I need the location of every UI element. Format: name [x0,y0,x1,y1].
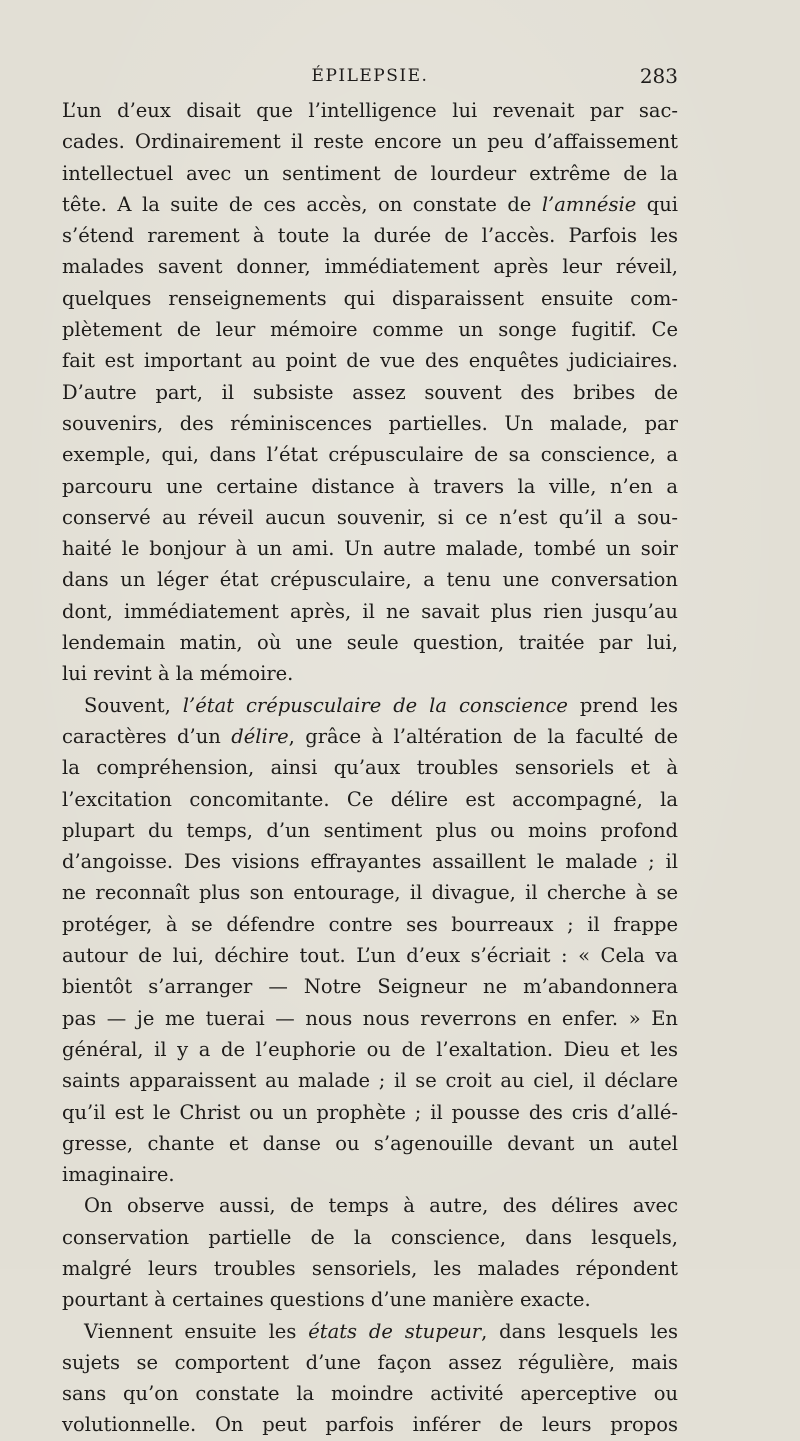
text-run: tête. A la suite de ces accès, on constate de [62,192,542,216]
text-line [62,1003,678,1034]
text-line [62,408,678,439]
text-line [62,877,678,908]
text-run: plupart du temps, d’un sentiment plus ou moins profond [62,818,678,842]
text-line [62,1190,678,1221]
text-line [62,784,678,815]
text-line [62,126,678,157]
text-run: Souvent, [84,693,183,717]
text-run: autour de lui, déchire tout. L’un d’eux s’écriait : « Cela va [62,944,678,968]
text-run: imaginaire. [62,1163,175,1187]
text-line [62,940,678,971]
text-run: caractères d’un [62,724,232,748]
text-line [62,752,678,783]
text-run: saints apparaissent au malade ; il se croit au ciel, il déclare [62,1069,678,1093]
text-run: lendemain matin, où une seule question, traitée par lui, [62,631,678,655]
text-run: sujets se comportent d’une façon assez régulière, mais [62,1350,678,1374]
text-run: cades. Ordinairement il reste encore un peu d’affaissement [62,130,678,154]
italic-term: états de stupeur [308,1319,482,1343]
text-run: d’angoisse. Des visions effrayantes assaillent le malade ; il [62,850,678,874]
text-line [62,564,678,595]
text-line [62,596,678,627]
italic-term: l’amnésie [541,192,637,216]
text-line [62,1284,678,1315]
body-text [62,95,678,1441]
text-run: plètement de leur mémoire comme un songe fugitif. Ce [62,318,678,342]
text-run: volutionnelle. On peut parfois inférer de leurs propos [62,1413,678,1437]
text-run: Viennent ensuite les [84,1319,309,1343]
text-line [62,815,678,846]
italic-term: délire [231,724,289,748]
text-run: , grâce à l’altération de la faculté de [288,724,678,748]
text-line [62,1347,678,1378]
text-line [62,533,678,564]
text-line [62,1159,678,1190]
text-run: qu’il est le Christ ou un prophète ; il pousse des cris d’allé- [62,1100,678,1124]
text-line [62,721,678,752]
text-line [62,189,678,220]
text-line [62,1097,678,1128]
text-run: bientôt s’arranger — Notre Seigneur ne m’abandonnera [62,975,678,999]
text-line [62,1034,678,1065]
page-header [62,62,678,90]
text-run: malgré leurs troubles sensoriels, les malades répondent [62,1256,678,1280]
running-title: ÉPILEPSIE. [311,66,429,86]
text-run: qui [636,192,678,216]
text-line [62,283,678,314]
text-run: quelques renseignements qui disparaissent ensuite com- [62,286,678,310]
text-run: conservé au réveil aucun souvenir, si ce n’est qu’il a sou- [62,505,678,529]
text-line [62,251,678,282]
text-line [62,690,678,721]
text-run: , dans lesquels les [481,1319,678,1343]
text-run: On observe aussi, de temps à autre, des délires avec [84,1194,678,1218]
text-run: lui revint à la mémoire. [62,662,294,686]
text-run: L’un d’eux disait que l’intelligence lui revenait par sac- [62,99,678,122]
text-run: gresse, chante et danse ou s’agenouille devant un autel [62,1131,678,1155]
text-run: intellectuel avec un sentiment de lourdeur extrême de la [62,161,678,185]
text-run: dans un léger état crépusculaire, a tenu une conversation [62,568,678,592]
text-line [62,158,678,189]
text-line [62,909,678,940]
text-run: général, il y a de l’euphorie ou de l’exaltation. Dieu et les [62,1037,678,1061]
page-number: 283 [639,64,678,88]
text-line [62,1378,678,1409]
italic-term: l’état crépusculaire de la conscience [182,693,568,717]
text-run: prend les [567,693,678,717]
text-line [62,314,678,345]
text-run: pas — je me tuerai — nous nous reverrons en enfer. » En [62,1006,678,1030]
text-run: pourtant à certaines questions d’une manière exacte. [62,1288,591,1312]
text-line [62,971,678,1002]
text-run: ne reconnaît plus son entourage, il divague, il cherche à se [62,881,678,905]
text-line [62,1065,678,1096]
text-line [62,439,678,470]
text-run: la compréhension, ainsi qu’aux troubles sensoriels et à [62,756,678,780]
text-run: protéger, à se défendre contre ses bourreaux ; il frappe [62,912,678,936]
text-line [62,1222,678,1253]
text-run: malades savent donner, immédiatement après leur réveil, [62,255,678,279]
text-line [62,627,678,658]
text-run: D’autre part, il subsiste assez souvent des bribes de [62,380,678,404]
text-line [62,377,678,408]
text-line [62,95,678,126]
text-line [62,1409,678,1440]
text-run: l’excitation concomitante. Ce délire est accompagné, la [62,787,678,811]
text-line [62,471,678,502]
text-run: sans qu’on constate la moindre activité aperceptive ou [62,1382,678,1406]
text-line [62,846,678,877]
text-run: fait est important au point de vue des enquêtes judiciaires. [62,349,678,373]
text-run: souvenirs, des réminiscences partielles. Un malade, par [62,411,678,435]
text-line [62,658,678,689]
text-run: exemple, qui, dans l’état crépusculaire de sa conscience, a [62,443,678,467]
text-run: dont, immédiatement après, il ne savait plus rien jusqu’au [62,599,678,623]
text-line [62,502,678,533]
text-run: conservation partielle de la conscience, dans lesquels, [62,1225,678,1249]
text-run: s’étend rarement à toute la durée de l’accès. Parfois les [62,224,678,248]
text-line [62,1316,678,1347]
text-run: parcouru une certaine distance à travers la ville, n’en a [62,474,678,498]
text-line [62,345,678,376]
text-run: haité le bonjour à un ami. Un autre malade, tombé un soir [62,537,678,561]
text-line [62,220,678,251]
text-line [62,1128,678,1159]
